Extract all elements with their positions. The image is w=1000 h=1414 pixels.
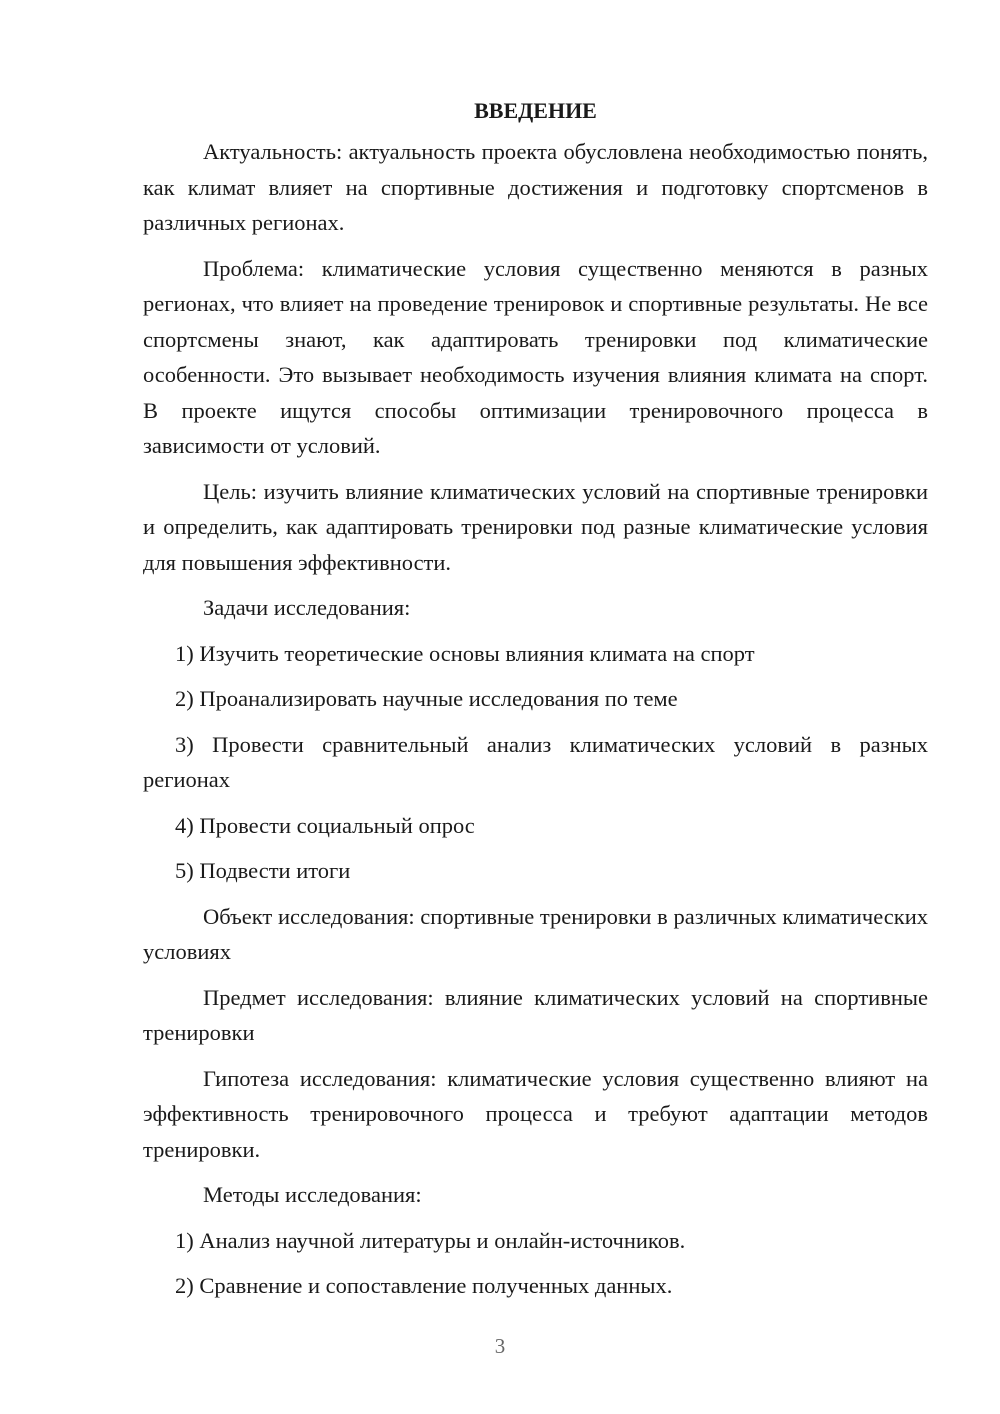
- task-item: 4) Провести социальный опрос: [175, 812, 475, 838]
- task-item: 2) Проанализировать научные исследования по теме: [175, 686, 678, 711]
- hypothesis-paragraph: Гипотеза исследования: климатические условия существенно влияют на эффективность тренировочного процесса и требуют адаптации методов тренировки.: [143, 1065, 928, 1162]
- task-item: 5) Подвести итоги: [175, 858, 351, 883]
- task-item: 1) Изучить теоретические основы влияния климата на спорт: [175, 640, 755, 666]
- method-item: 1) Анализ научной литературы и онлайн-источников.: [175, 1227, 686, 1253]
- relevance-paragraph: Актуальность: актуальность проекта обусловлена необходимостью понять, как климат влияет на спортивные достижения и подготовку спортсменов в различных регионах.: [143, 139, 928, 235]
- page-number: 3: [494, 1334, 506, 1358]
- page-title: ВВЕДЕНИЕ: [474, 98, 597, 123]
- object-paragraph: Объект исследования: спортивные тренировки в различных климатических условиях: [143, 903, 928, 964]
- problem-paragraph: Проблема: климатические условия существенно меняются в разных регионах, что влияет на проведение тренировок и спортивные результаты. Не все спортсмены знают, как адаптировать тренировки под климатические особенности. Это вызывает необходимость изучения влияния климата на спорт. В проекте ищутся способы оптимизации тренировочного процесса в зависимости от условий.: [143, 255, 928, 458]
- task-item: 3) Провести сравнительный анализ климатических условий в разных регионах: [143, 731, 928, 792]
- goal-paragraph: Цель: изучить влияние климатических условий на спортивные тренировки и определить, как адаптировать тренировки под разные климатические условия для повышения эффективности.: [143, 478, 928, 575]
- methods-heading: Методы исследования:: [203, 1182, 422, 1207]
- method-item: 2) Сравнение и сопоставление полученных данных.: [175, 1273, 673, 1298]
- tasks-heading: Задачи исследования:: [203, 595, 411, 620]
- page-content: [143, 96, 928, 1314]
- subject-paragraph: Предмет исследования: влияние климатических условий на спортивные тренировки: [143, 984, 928, 1045]
